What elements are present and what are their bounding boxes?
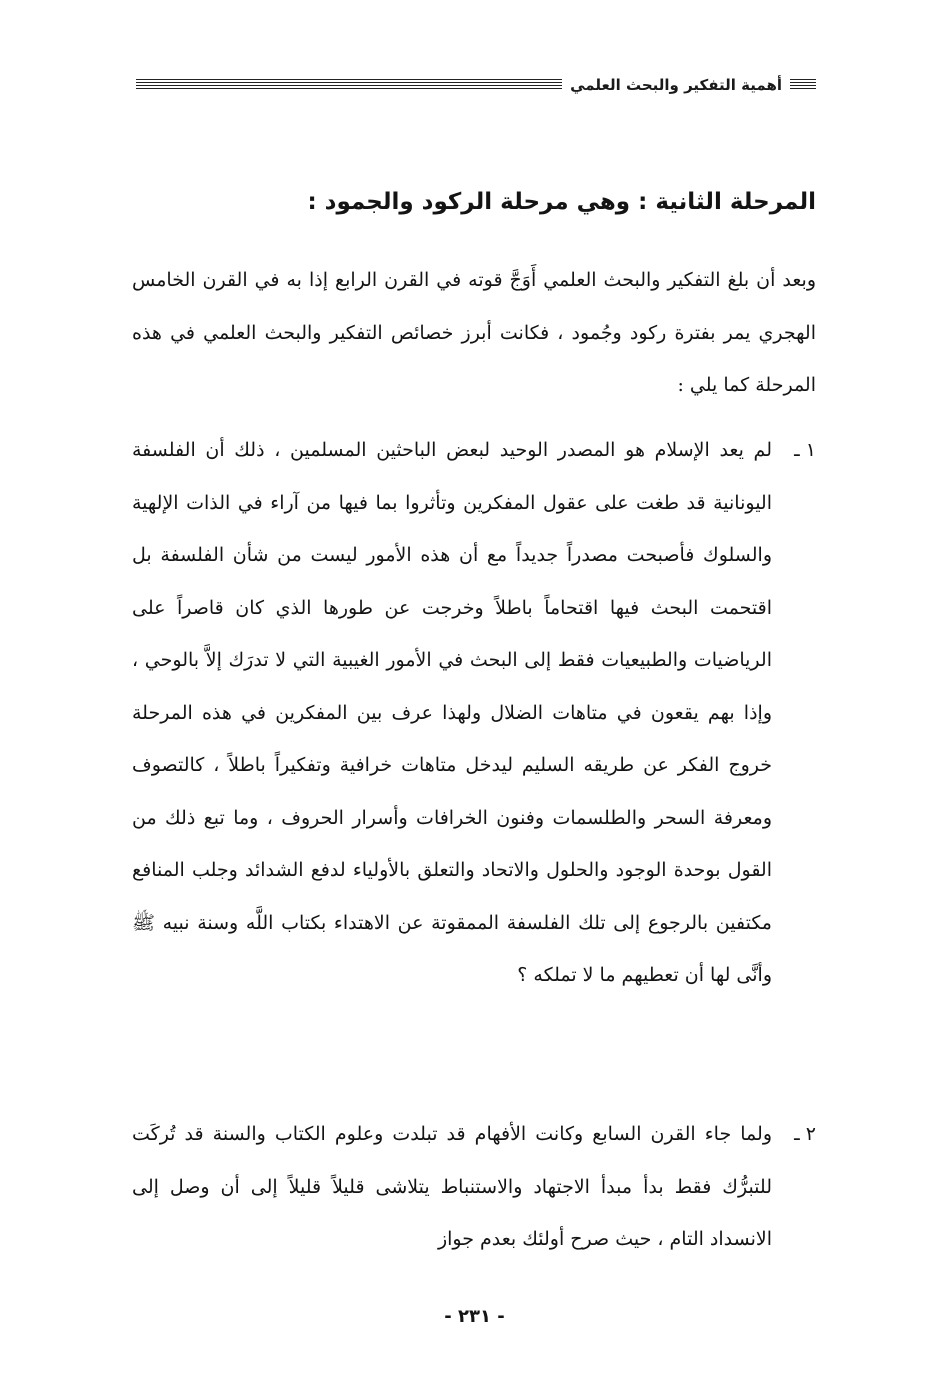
running-header <box>136 74 816 96</box>
intro-paragraph: وبعد أن بلغ التفكير والبحث العلمي أَوَجَّ قوته في القرن الرابع إذا به في القرن الخامس الهجري يمر بفترة ركود وجُمود ، فكانت أبرز خصائص التفكير والبحث العلمي في هذه المرحلة كما يلي : <box>132 269 816 396</box>
list-item <box>132 424 816 1002</box>
list-item <box>132 1108 816 1266</box>
list-item-text: لم يعد الإسلام هو المصدر الوحيد لبعض الباحثين المسلمين ، ذلك أن الفلسفة اليونانية قد طغت على عقول المفكرين وتأثروا بما فيها من آراء في الذات الإلهية والسلوك فأصبحت مصدراً جديداً مع أن هذه الأمور ليست من شأن الفلسفة بل اقتحمت البحث فيها اقتحاماً باطلاً وخرجت عن طورها الذي كان قاصراً على الرياضيات والطبيعيات فقط إلى البحث في الأمور الغيبية التي لا تدرَك إلاَّ بالوحي ، وإذا بهم يقعون في متاهات الضلال ولهذا عرف بين المفكرين في هذه المرحلة خروج الفكر عن طريقه السليم ليدخل متاهات خرافية وتفكيراً باطلاً ، كالتصوف ومعرفة السحر والطلسمات وفنون الخرافات وأسرار الحروف ، وما تبع ذلك من القول بوحدة الوجود والحلول والاتحاد والتعلق بالأولياء لدفع الشدائد وجلب المنافع مكتفين بالرجوع إلى تلك الفلسفة الممقوتة عن الاهتداء بكتاب اللَّه وسنة نبيه ﷺ وأنَّى لها أن تعطيهم ما لا تملكه ؟ <box>132 439 772 986</box>
header-rule-left <box>136 79 562 91</box>
list-item-text: ولما جاء القرن السابع وكانت الأفهام قد تبلدت وعلوم الكتاب والسنة قد تُركَت للتبرُّك فقط بدأ مبدأ الاجتهاد والاستنباط يتلاشى قليلاً قليلاً إلى أن وصل إلى الانسداد التام ، حيث صرح أولئك بعدم جواز <box>132 1123 772 1250</box>
list-item-number: ٢ ـ <box>794 1123 816 1145</box>
list-item-number: ١ ـ <box>794 439 816 461</box>
running-header-title: أهمية التفكير والبحث العلمي <box>570 76 782 94</box>
section-heading: المرحلة الثانية : وهي مرحلة الركود والجمود : <box>307 189 816 215</box>
header-rule-right <box>790 79 816 91</box>
page-number: - ٢٣١ - <box>444 1306 505 1327</box>
